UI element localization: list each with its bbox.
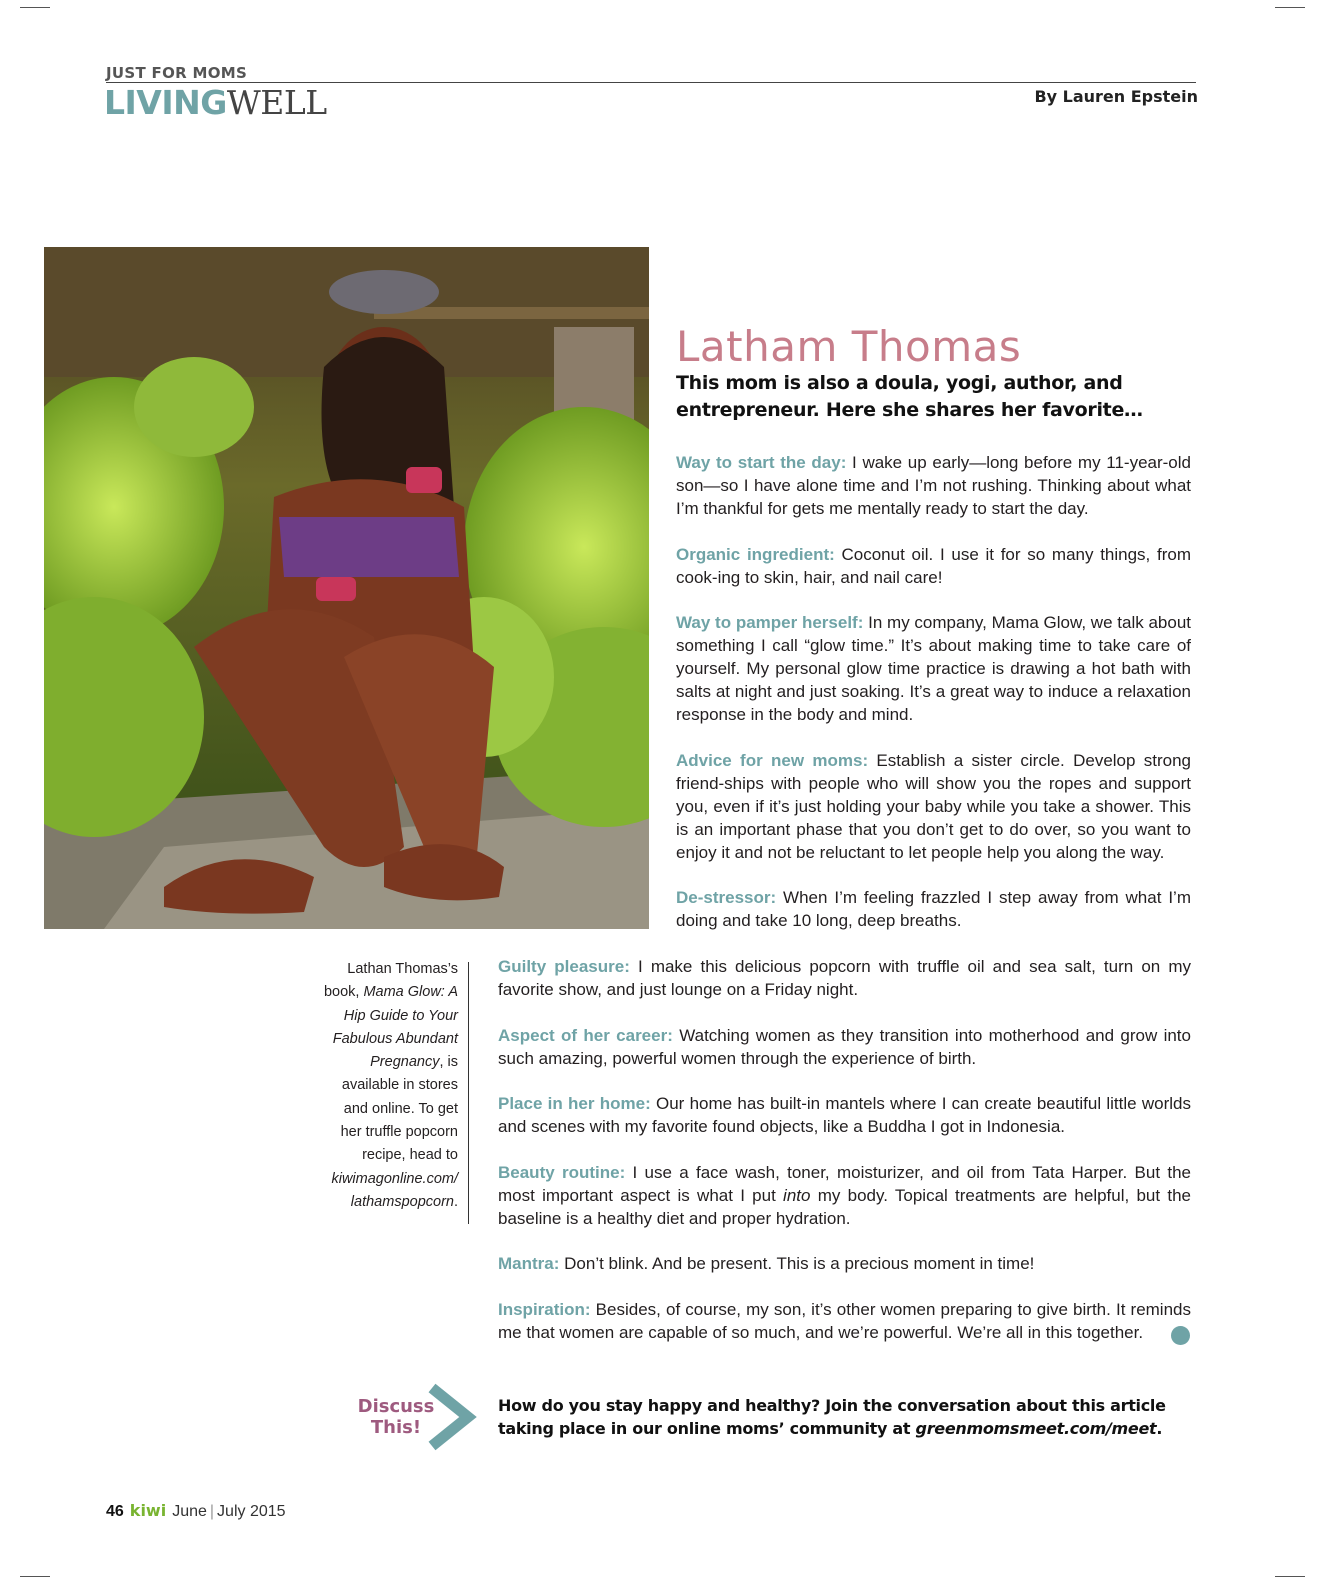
article-deck: This mom is also a doula, yogi, author, and entrepreneur. Here she shares her favorite…	[676, 372, 1143, 421]
qa-text: I use a face wash, toner, moisturizer, and oil from Tata Harper. But the most important aspect is what I put	[498, 1163, 1191, 1205]
qa-item	[676, 886, 1191, 932]
discuss-link[interactable]: greenmomsmeet.com/meet	[915, 1419, 1157, 1438]
qa-lead: Advice for new moms:	[676, 751, 869, 770]
qa-lead: Way to pamper herself:	[676, 613, 864, 632]
qa-text: my body. Topical treatments are helpful, but the baseline is a healthy diet and proper hydration.	[498, 1186, 1191, 1228]
chevron-right-icon	[424, 1382, 480, 1452]
qa-lead: Place in her home:	[498, 1094, 651, 1113]
qa-lead: Inspiration:	[498, 1300, 591, 1319]
qa-item	[676, 543, 1191, 589]
qa-text: When I’m feeling frazzled I step away from what I’m doing and take 10 long, deep breaths.	[676, 888, 1191, 930]
discuss-label-line: This!	[370, 1417, 422, 1438]
qa-item	[498, 1161, 1191, 1230]
qa-text: In my company, Mama Glow, we talk about something I call “glow time.” It’s about making time to take care of yourself. My personal glow time practice is drawing a hot bath with salts at night and just soaking. It’s a great way to induce a relaxation response in the body and mind.	[676, 613, 1191, 724]
caption-text: .	[453, 1193, 458, 1210]
qa-item	[676, 749, 1191, 864]
section-title	[104, 83, 327, 122]
crop-mark	[1275, 1576, 1305, 1577]
issue-separator: |	[209, 1503, 215, 1520]
discuss-label-line: Discuss	[357, 1396, 435, 1417]
caption-text: , is available in stores and online. To get her truffle popcorn recipe, head to	[340, 1054, 458, 1164]
qa-item	[498, 955, 1191, 1001]
magazine-logo: kiwi	[129, 1501, 167, 1520]
section-title-light: WELL	[226, 83, 327, 122]
portrait-photo	[44, 247, 649, 929]
qa-lead: Guilty pleasure:	[498, 957, 630, 976]
page-footer	[106, 1501, 286, 1521]
qa-text: Besides, of course, my son, it’s other women preparing to give birth. It reminds me that women are capable of so much, and we’re powerful. We’re all in this together.	[498, 1300, 1191, 1342]
qa-item	[498, 1024, 1191, 1070]
issue-month: June	[172, 1503, 207, 1520]
page-number: 46	[106, 1503, 124, 1520]
qa-item	[498, 1092, 1191, 1138]
qa-text: Establish a sister circle. Develop strong friend-ships with people who will show you the ropes and support you, even if it’s just holding your baby while you take a shower. This is an important phase that you don’t get to do over, so you want to enjoy it and not be reluctant to let people help you along the way.	[676, 751, 1192, 862]
caption-text: Lathan Thomas’s book,	[323, 961, 458, 1001]
qa-lead: Beauty routine:	[498, 1163, 626, 1182]
section-label: JUST FOR MOMS	[106, 64, 248, 82]
qa-text: Our home has built-in mantels where I can create beautiful little worlds and scenes with my favorite found objects, like a Buddha I got in Indonesia.	[498, 1094, 1191, 1136]
qa-item	[498, 1298, 1191, 1344]
crop-mark	[20, 7, 50, 8]
caption-rule	[468, 962, 469, 1224]
discuss-end: .	[1156, 1419, 1163, 1438]
qa-lead: Way to start the day:	[676, 453, 847, 472]
qa-text: Coconut oil. I use it for so many things, from cook-ing to skin, hair, and nail care!	[676, 545, 1191, 587]
issue-date: July 2015	[217, 1503, 286, 1520]
discuss-body: How do you stay happy and healthy? Join the conversation about this article taking place in our online moms’ community at	[498, 1396, 1166, 1438]
article-title: Latham Thomas	[676, 322, 1022, 371]
qa-text-italic: into	[783, 1186, 811, 1205]
section-title-bold: LIVING	[104, 83, 227, 122]
qa-item	[676, 611, 1191, 726]
qa-text: Watching women as they transition into motherhood and grow into such amazing, powerful women through the experience of birth.	[498, 1026, 1191, 1068]
photo-caption	[320, 958, 458, 1214]
qa-item	[676, 451, 1191, 520]
qa-lead: Aspect of her career:	[498, 1026, 673, 1045]
qa-lead: Mantra:	[498, 1254, 560, 1273]
qa-item	[498, 1252, 1191, 1275]
end-mark-icon	[1171, 1326, 1190, 1345]
crop-mark	[20, 1576, 50, 1577]
qa-text: I wake up early—long before my 11-year-old son—so I have alone time and I’m not rushing. Thinking about what I’m thankful for gets me mentally ready to start the day.	[676, 453, 1191, 518]
qa-text: I make this delicious popcorn with truffle oil and sea salt, turn on my favorite show, and just lounge on a Friday night.	[498, 957, 1192, 999]
caption-book-title: Mama Glow: A Hip Guide to Your Fabulous Abundant Pregnancy	[332, 984, 458, 1071]
qa-lead: Organic ingredient:	[676, 545, 835, 564]
qa-lead: De-stressor:	[676, 888, 777, 907]
crop-mark	[1275, 7, 1305, 8]
caption-url[interactable]: kiwimagonline.com/ lathamspopcorn	[331, 1170, 458, 1210]
discuss-text	[498, 1394, 1193, 1440]
byline: By Lauren Epstein	[1034, 87, 1198, 106]
qa-text: Don’t blink. And be present. This is a precious moment in time!	[559, 1254, 1035, 1273]
